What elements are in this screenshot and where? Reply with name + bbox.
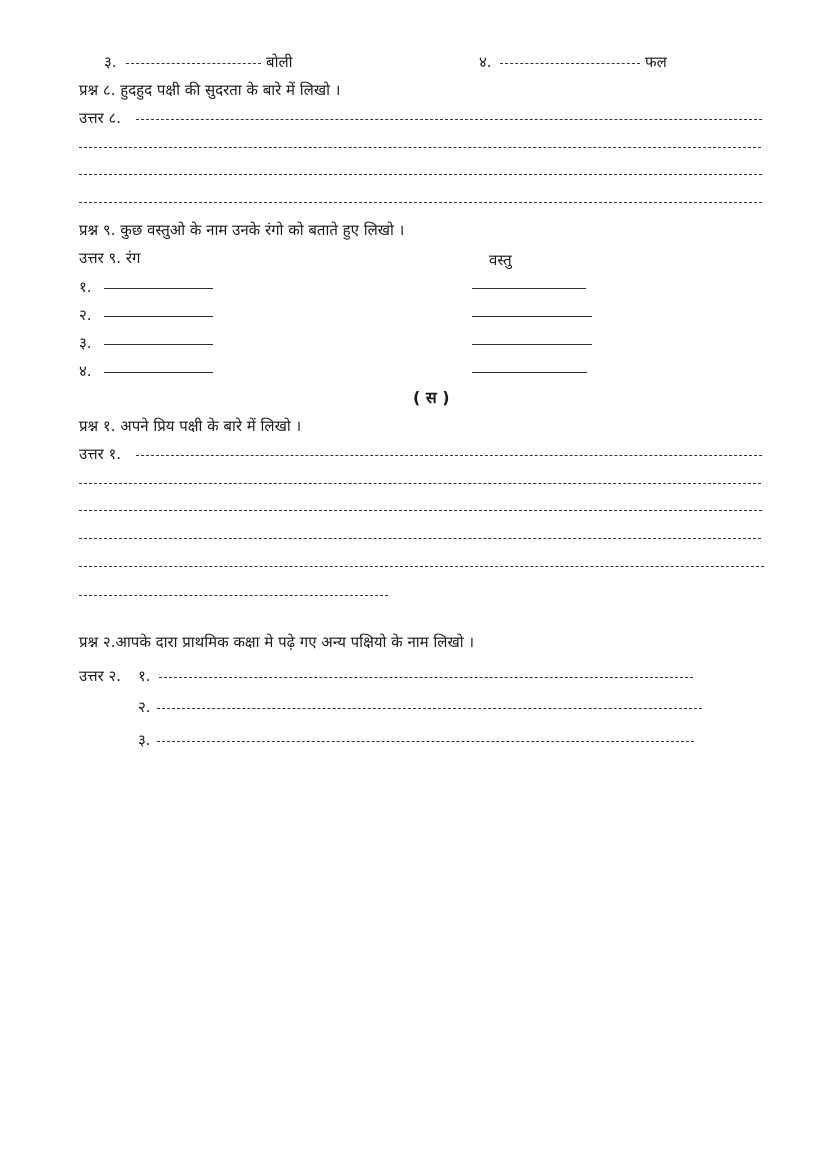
s-q2-answer-label: उत्तर २. bbox=[79, 667, 122, 685]
q8-question: प्रश्न ८. हुदहुद पक्षी की सुदरता के बारे में लिखो । bbox=[79, 81, 341, 99]
q9-colour-blank[interactable] bbox=[104, 372, 213, 373]
s-q2-question: प्रश्न २.आपके दारा प्राथमिक कक्षा मे पढ़े गए अन्य पक्षियो के नाम लिखो । bbox=[79, 633, 475, 651]
q9-row-number: ३. bbox=[79, 334, 92, 352]
s-q1-answer-label: उत्तर १. bbox=[79, 445, 122, 463]
q9-row-number: २. bbox=[79, 306, 92, 324]
q9-question: प्रश्न ९. कुछ वस्तुओ के नाम उनके रंगो को बताते हुए लिखो । bbox=[79, 221, 405, 239]
s-q1-answer-line-3[interactable] bbox=[79, 510, 762, 511]
q9-row-number: १. bbox=[79, 278, 92, 296]
s-q1-answer-line-1[interactable] bbox=[136, 455, 762, 456]
s-q1-answer-line-5[interactable] bbox=[79, 566, 764, 567]
q9-answer-label: उत्तर ९. रंग bbox=[79, 249, 141, 267]
s-q2-item-number: १. bbox=[138, 667, 151, 685]
s-q2-item-number: २. bbox=[138, 698, 151, 716]
q9-object-blank[interactable] bbox=[472, 316, 592, 317]
q8-answer-line-1[interactable] bbox=[136, 119, 762, 120]
q8-answer-line-4[interactable] bbox=[79, 202, 762, 203]
s-q1-answer-line-6[interactable] bbox=[79, 595, 388, 596]
s-q1-question: प्रश्न १. अपने प्रिय पक्षी के बारे में लिखो । bbox=[79, 417, 302, 435]
s-q2-answer-line-2[interactable] bbox=[157, 708, 702, 709]
q8-answer-line-2[interactable] bbox=[79, 147, 761, 148]
q9-colour-blank[interactable] bbox=[104, 344, 213, 345]
s-q2-answer-line-1[interactable] bbox=[159, 677, 693, 678]
item4-number: ४. bbox=[479, 53, 492, 71]
q8-answer-label: उत्तर ८. bbox=[79, 109, 122, 127]
s-q2-item-number: ३. bbox=[138, 731, 151, 749]
q9-object-blank[interactable] bbox=[472, 288, 586, 289]
item3-blank[interactable] bbox=[126, 63, 261, 64]
s-q1-answer-line-4[interactable] bbox=[79, 538, 761, 539]
s-q2-answer-line-3[interactable] bbox=[157, 741, 694, 742]
section-heading: ( स ) bbox=[413, 388, 450, 407]
q9-colour-blank[interactable] bbox=[104, 288, 213, 289]
q9-col2-label: वस्तु bbox=[489, 251, 512, 269]
q9-object-blank[interactable] bbox=[472, 344, 592, 345]
item3-word: बोली bbox=[266, 53, 293, 71]
item3-number: ३. bbox=[104, 53, 117, 71]
s-q1-answer-line-2[interactable] bbox=[79, 483, 761, 484]
q9-colour-blank[interactable] bbox=[104, 316, 213, 317]
q8-answer-line-3[interactable] bbox=[79, 174, 762, 175]
item4-blank[interactable] bbox=[500, 63, 640, 64]
item4-word: फल bbox=[645, 53, 667, 71]
q9-row-number: ४. bbox=[79, 362, 92, 380]
q9-object-blank[interactable] bbox=[472, 372, 587, 373]
